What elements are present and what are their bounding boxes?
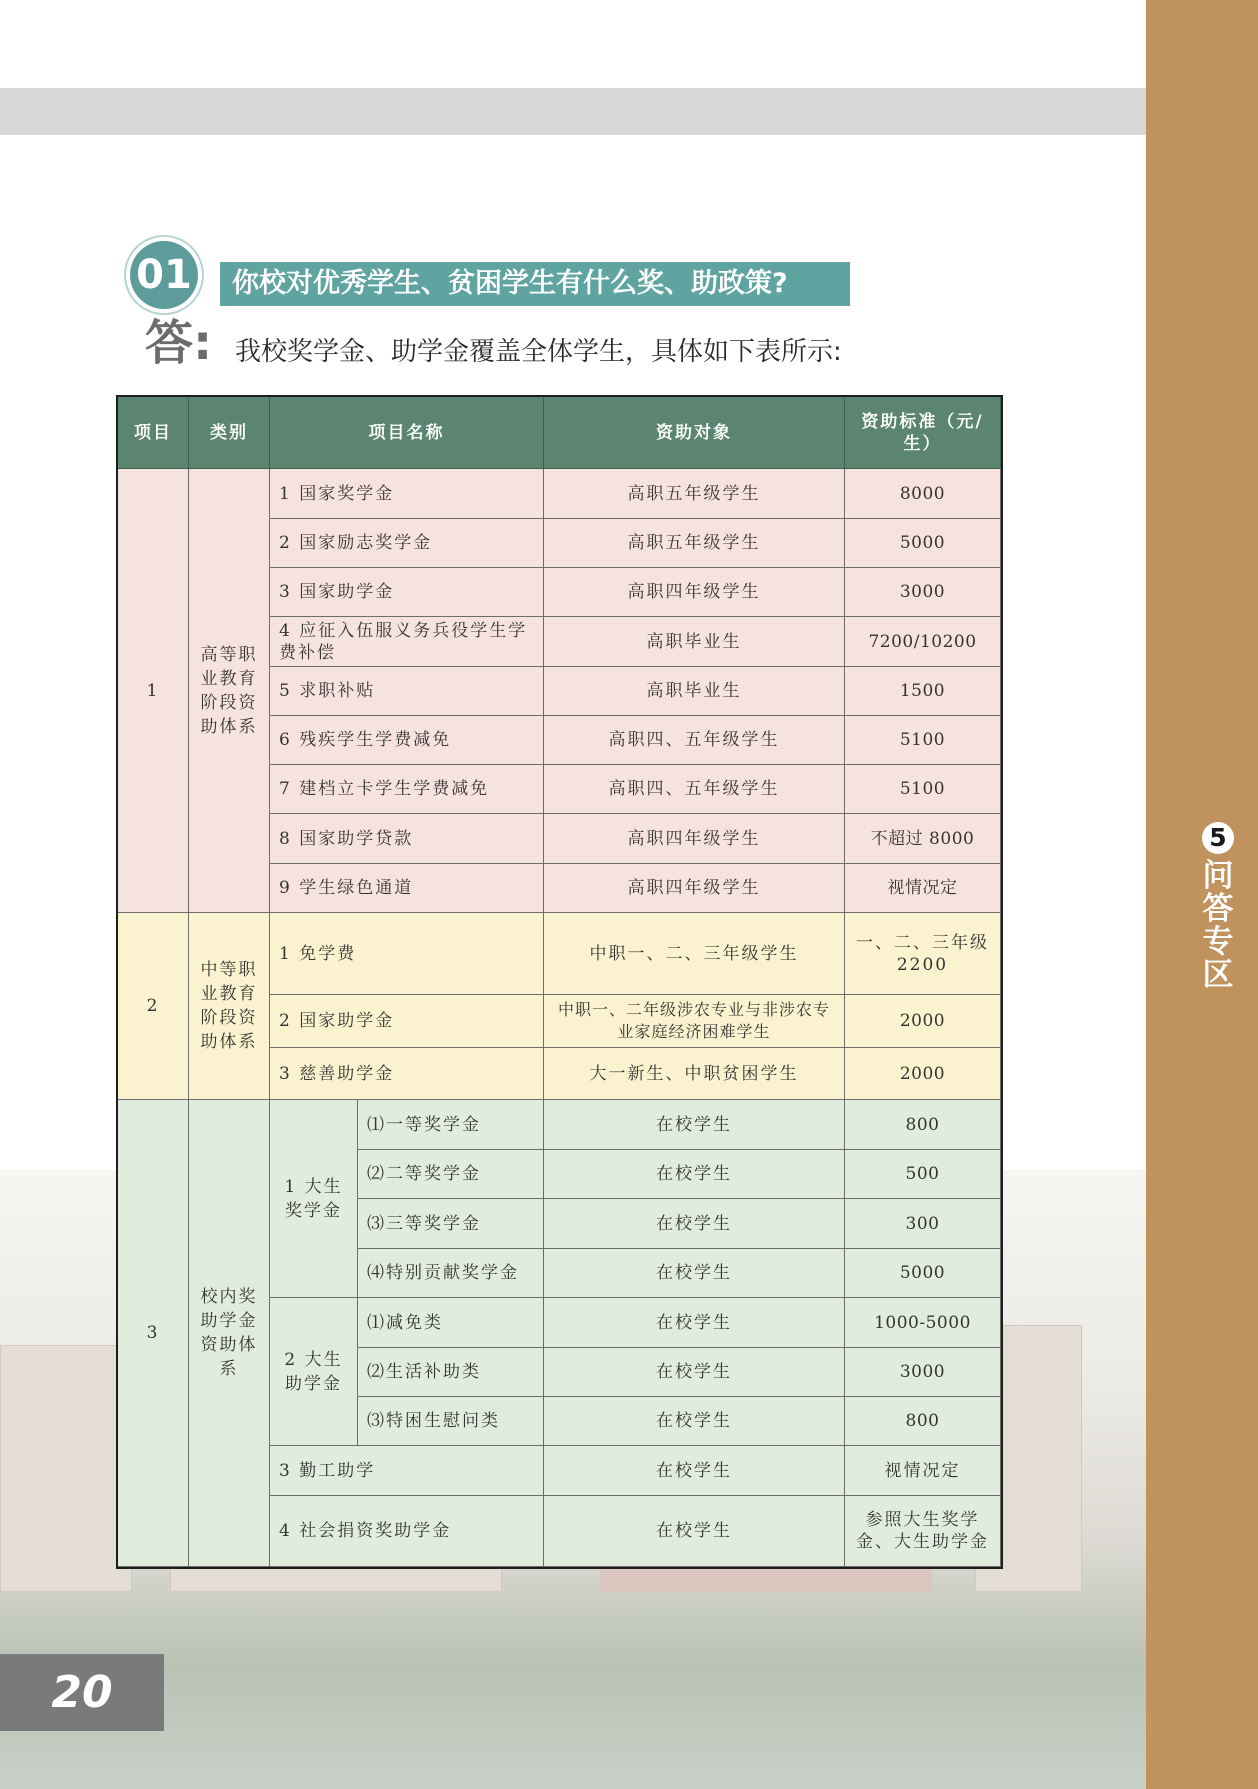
row-name: 3 勤工助学 bbox=[270, 1446, 544, 1496]
header-target: 资助对象 bbox=[544, 397, 845, 469]
row-standard: 视情况定 bbox=[845, 1446, 1001, 1496]
row-name: 1 免学费 bbox=[270, 913, 544, 995]
row-standard: 800 bbox=[845, 1397, 1001, 1446]
row-target: 在校学生 bbox=[544, 1100, 845, 1150]
row-name: 4 社会捐资奖助学金 bbox=[270, 1496, 544, 1567]
section-item-number: 2 bbox=[118, 913, 189, 1100]
top-band bbox=[0, 88, 1146, 135]
row-target: 在校学生 bbox=[544, 1446, 845, 1496]
row-target: 高职毕业生 bbox=[544, 667, 845, 716]
row-standard: 一、二、三年级 2200 bbox=[845, 913, 1001, 995]
row-standard: 5000 bbox=[845, 519, 1001, 568]
row-standard: 800 bbox=[845, 1100, 1001, 1150]
row-standard: 5100 bbox=[845, 765, 1001, 814]
row-name: ⑷特别贡献奖学金 bbox=[358, 1249, 544, 1298]
row-name: 3 慈善助学金 bbox=[270, 1048, 544, 1100]
row-name: 6 残疾学生学费减免 bbox=[270, 716, 544, 765]
header-item: 项目 bbox=[118, 397, 189, 469]
question-number-badge: 01 bbox=[130, 241, 198, 309]
row-standard: 8000 bbox=[845, 469, 1001, 519]
row-name: 3 国家助学金 bbox=[270, 568, 544, 617]
row-name: ⑶三等奖学金 bbox=[358, 1199, 544, 1249]
page-number: 20 bbox=[0, 1654, 164, 1731]
row-target: 中职一、二、三年级学生 bbox=[544, 913, 845, 995]
row-target: 在校学生 bbox=[544, 1249, 845, 1298]
row-name: ⑴一等奖学金 bbox=[358, 1100, 544, 1150]
subgroup-grant: 2 大生助学金 bbox=[270, 1298, 358, 1446]
row-target: 高职四年级学生 bbox=[544, 814, 845, 864]
row-name: 2 国家助学金 bbox=[270, 995, 544, 1048]
row-standard: 5100 bbox=[845, 716, 1001, 765]
row-standard: 1000-5000 bbox=[845, 1298, 1001, 1348]
section-item-number: 1 bbox=[118, 469, 189, 913]
row-standard: 视情况定 bbox=[845, 864, 1001, 913]
row-target: 高职四年级学生 bbox=[544, 568, 845, 617]
row-name: ⑵生活补助类 bbox=[358, 1348, 544, 1397]
row-name: 2 国家励志奖学金 bbox=[270, 519, 544, 568]
header-name: 项目名称 bbox=[270, 397, 544, 469]
header-category: 类别 bbox=[189, 397, 270, 469]
section-item-number: 3 bbox=[118, 1100, 189, 1567]
row-standard: 7200/10200 bbox=[845, 617, 1001, 667]
row-target: 高职五年级学生 bbox=[544, 519, 845, 568]
row-target: 在校学生 bbox=[544, 1348, 845, 1397]
building-left bbox=[0, 1345, 132, 1592]
row-target: 高职四、五年级学生 bbox=[544, 765, 845, 814]
row-target: 在校学生 bbox=[544, 1150, 845, 1199]
row-name: 4 应征入伍服义务兵役学生学费补偿 bbox=[270, 617, 544, 667]
row-name: ⑴减免类 bbox=[358, 1298, 544, 1348]
row-name: 5 求职补贴 bbox=[270, 667, 544, 716]
row-target: 在校学生 bbox=[544, 1496, 845, 1567]
row-standard: 3000 bbox=[845, 568, 1001, 617]
subgroup-scholarship: 1 大生奖学金 bbox=[270, 1100, 358, 1298]
row-target: 大一新生、中职贫困学生 bbox=[544, 1048, 845, 1100]
row-target: 高职毕业生 bbox=[544, 617, 845, 667]
side-section-label bbox=[1190, 822, 1246, 992]
row-name: ⑶特困生慰问类 bbox=[358, 1397, 544, 1446]
funding-table bbox=[116, 395, 1003, 1569]
row-name: 9 学生绿色通道 bbox=[270, 864, 544, 913]
section-title: 问答专区 bbox=[1202, 858, 1234, 993]
row-standard: 5000 bbox=[845, 1249, 1001, 1298]
row-target: 高职四、五年级学生 bbox=[544, 716, 845, 765]
row-target: 在校学生 bbox=[544, 1199, 845, 1249]
row-standard: 500 bbox=[845, 1150, 1001, 1199]
row-standard: 300 bbox=[845, 1199, 1001, 1249]
row-name: ⑵二等奖学金 bbox=[358, 1150, 544, 1199]
row-name: 8 国家助学贷款 bbox=[270, 814, 544, 864]
section-category: 中等职业教育阶段资助体系 bbox=[189, 913, 270, 1100]
question-title: 你校对优秀学生、贫困学生有什么奖、助政策? bbox=[220, 262, 850, 306]
section-number-badge: 5 bbox=[1202, 822, 1234, 854]
row-name: 7 建档立卡学生学费减免 bbox=[270, 765, 544, 814]
row-standard: 2000 bbox=[845, 995, 1001, 1048]
header-standard: 资助标准（元/生） bbox=[845, 397, 1001, 469]
answer-mark: 答: bbox=[145, 315, 213, 371]
section-category: 高等职业教育阶段资助体系 bbox=[189, 469, 270, 913]
row-standard: 不超过 8000 bbox=[845, 814, 1001, 864]
row-standard: 参照大生奖学金、大生助学金 bbox=[845, 1496, 1001, 1567]
row-name: 1 国家奖学金 bbox=[270, 469, 544, 519]
row-standard: 1500 bbox=[845, 667, 1001, 716]
row-target: 高职五年级学生 bbox=[544, 469, 845, 519]
row-target: 中职一、二年级涉农专业与非涉农专业家庭经济困难学生 bbox=[544, 995, 845, 1048]
row-standard: 2000 bbox=[845, 1048, 1001, 1100]
row-target: 高职四年级学生 bbox=[544, 864, 845, 913]
section-category: 校内奖助学金资助体系 bbox=[189, 1100, 270, 1567]
answer-text: 我校奖学金、助学金覆盖全体学生，具体如下表所示: bbox=[235, 337, 842, 367]
row-standard: 3000 bbox=[845, 1348, 1001, 1397]
row-target: 在校学生 bbox=[544, 1298, 845, 1348]
row-target: 在校学生 bbox=[544, 1397, 845, 1446]
